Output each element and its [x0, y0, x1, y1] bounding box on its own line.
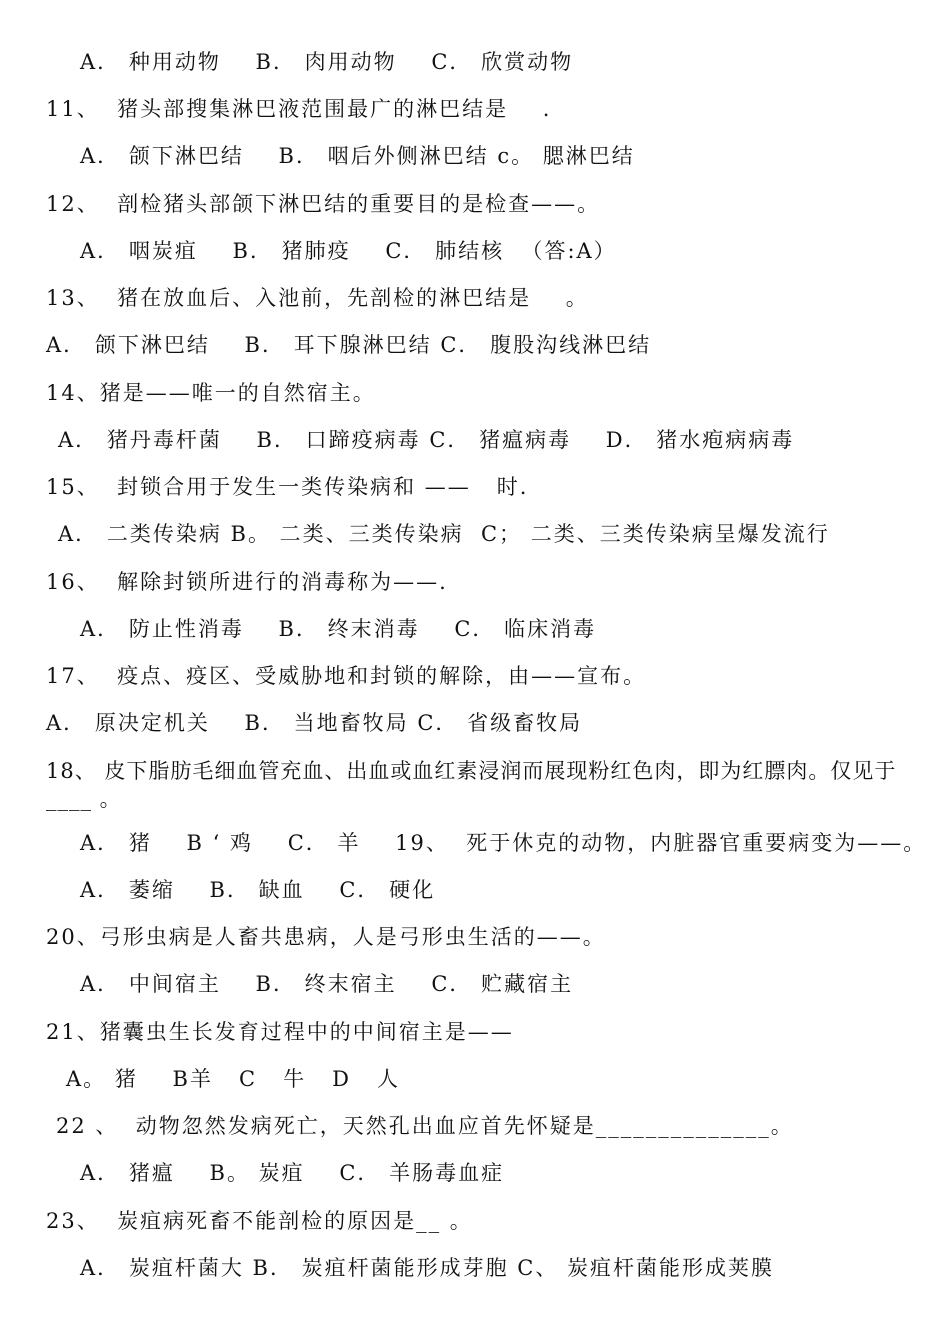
- question-16: 16、 解除封锁所进行的消毒称为——.: [46, 570, 448, 594]
- option-line-10: A． 种用动物 B． 肉用动物 C． 欣赏动物: [80, 50, 574, 74]
- option-line-18-question-19: A． 猪 B ‘ 鸡 C． 羊 19、 死于休克的动物，内脏器官重要病变为——。: [80, 831, 927, 855]
- option-line-22: A． 猪瘟 B。 炭疽 C． 羊肠毒血症: [80, 1161, 505, 1185]
- question-11: 11、 猪头部搜集淋巴液范围最广的淋巴结是 .: [46, 97, 552, 121]
- question-20: 20、弓形虫病是人畜共患病，人是弓形虫生活的——。: [46, 925, 606, 949]
- option-line-13: A． 颌下淋巴结 B． 耳下腺淋巴结 C． 腹股沟线淋巴结: [46, 333, 652, 357]
- question-14: 14、猪是——唯一的自然宿主。: [46, 381, 376, 405]
- option-line-11: A． 颌下淋巴结 B． 咽后外侧淋巴结 c。 腮淋巴结: [80, 144, 635, 168]
- option-line-17: A． 原决定机关 B． 当地畜牧局 C． 省级畜牧局: [46, 711, 583, 735]
- question-17: 17、 疫点、疫区、受威胁地和封锁的解除，由——宣布。: [46, 664, 647, 688]
- question-23: 23、 炭疽病死畜不能剖检的原因是__ 。: [46, 1209, 473, 1233]
- question-18: 18、 皮下脂肪毛细血管充血、出血或血红素浸润而展现粉红色肉，即为红膘肉。仅见于____ 。: [46, 759, 897, 811]
- question-15: 15、 封锁合用于发生一类传染病和 —— 时.: [46, 475, 529, 499]
- question-13: 13、 猪在放血后、入池前，先剖检的淋巴结是 。: [46, 286, 589, 310]
- question-22: 22 、 动物忽然发病死亡，天然孔出血应首先怀疑是______________。: [56, 1114, 794, 1138]
- option-line-20: A． 中间宿主 B． 终末宿主 C． 贮藏宿主: [80, 972, 574, 996]
- option-line-23: A． 炭疽杆菌大 B． 炭疽杆菌能形成芽胞 C、 炭疽杆菌能形成荚膜: [80, 1256, 775, 1280]
- option-line-21: A。 猪 B羊 C 牛 D 人: [66, 1067, 400, 1091]
- option-line-14: A． 猪丹毒杆菌 B． 口蹄疫病毒 C． 猪瘟病毒 D． 猪水疱病病毒: [58, 428, 795, 452]
- question-12: 12、 剖检猪头部颌下淋巴结的重要目的是检查——。: [46, 192, 601, 216]
- option-line-16: A． 防止性消毒 B． 终末消毒 C． 临床消毒: [80, 617, 597, 641]
- option-line-19: A． 萎缩 B． 缺血 C． 硬化: [80, 878, 436, 902]
- option-line-15: A． 二类传染病 B。 二类、三类传染病 C； 二类、三类传染病呈爆发流行: [58, 522, 830, 546]
- option-line-12: A． 咽炭疽 B． 猪肺疫 C． 肺结核 （答:A）: [80, 239, 617, 263]
- question-21: 21、猪囊虫生长发育过程中的中间宿主是——: [46, 1020, 514, 1044]
